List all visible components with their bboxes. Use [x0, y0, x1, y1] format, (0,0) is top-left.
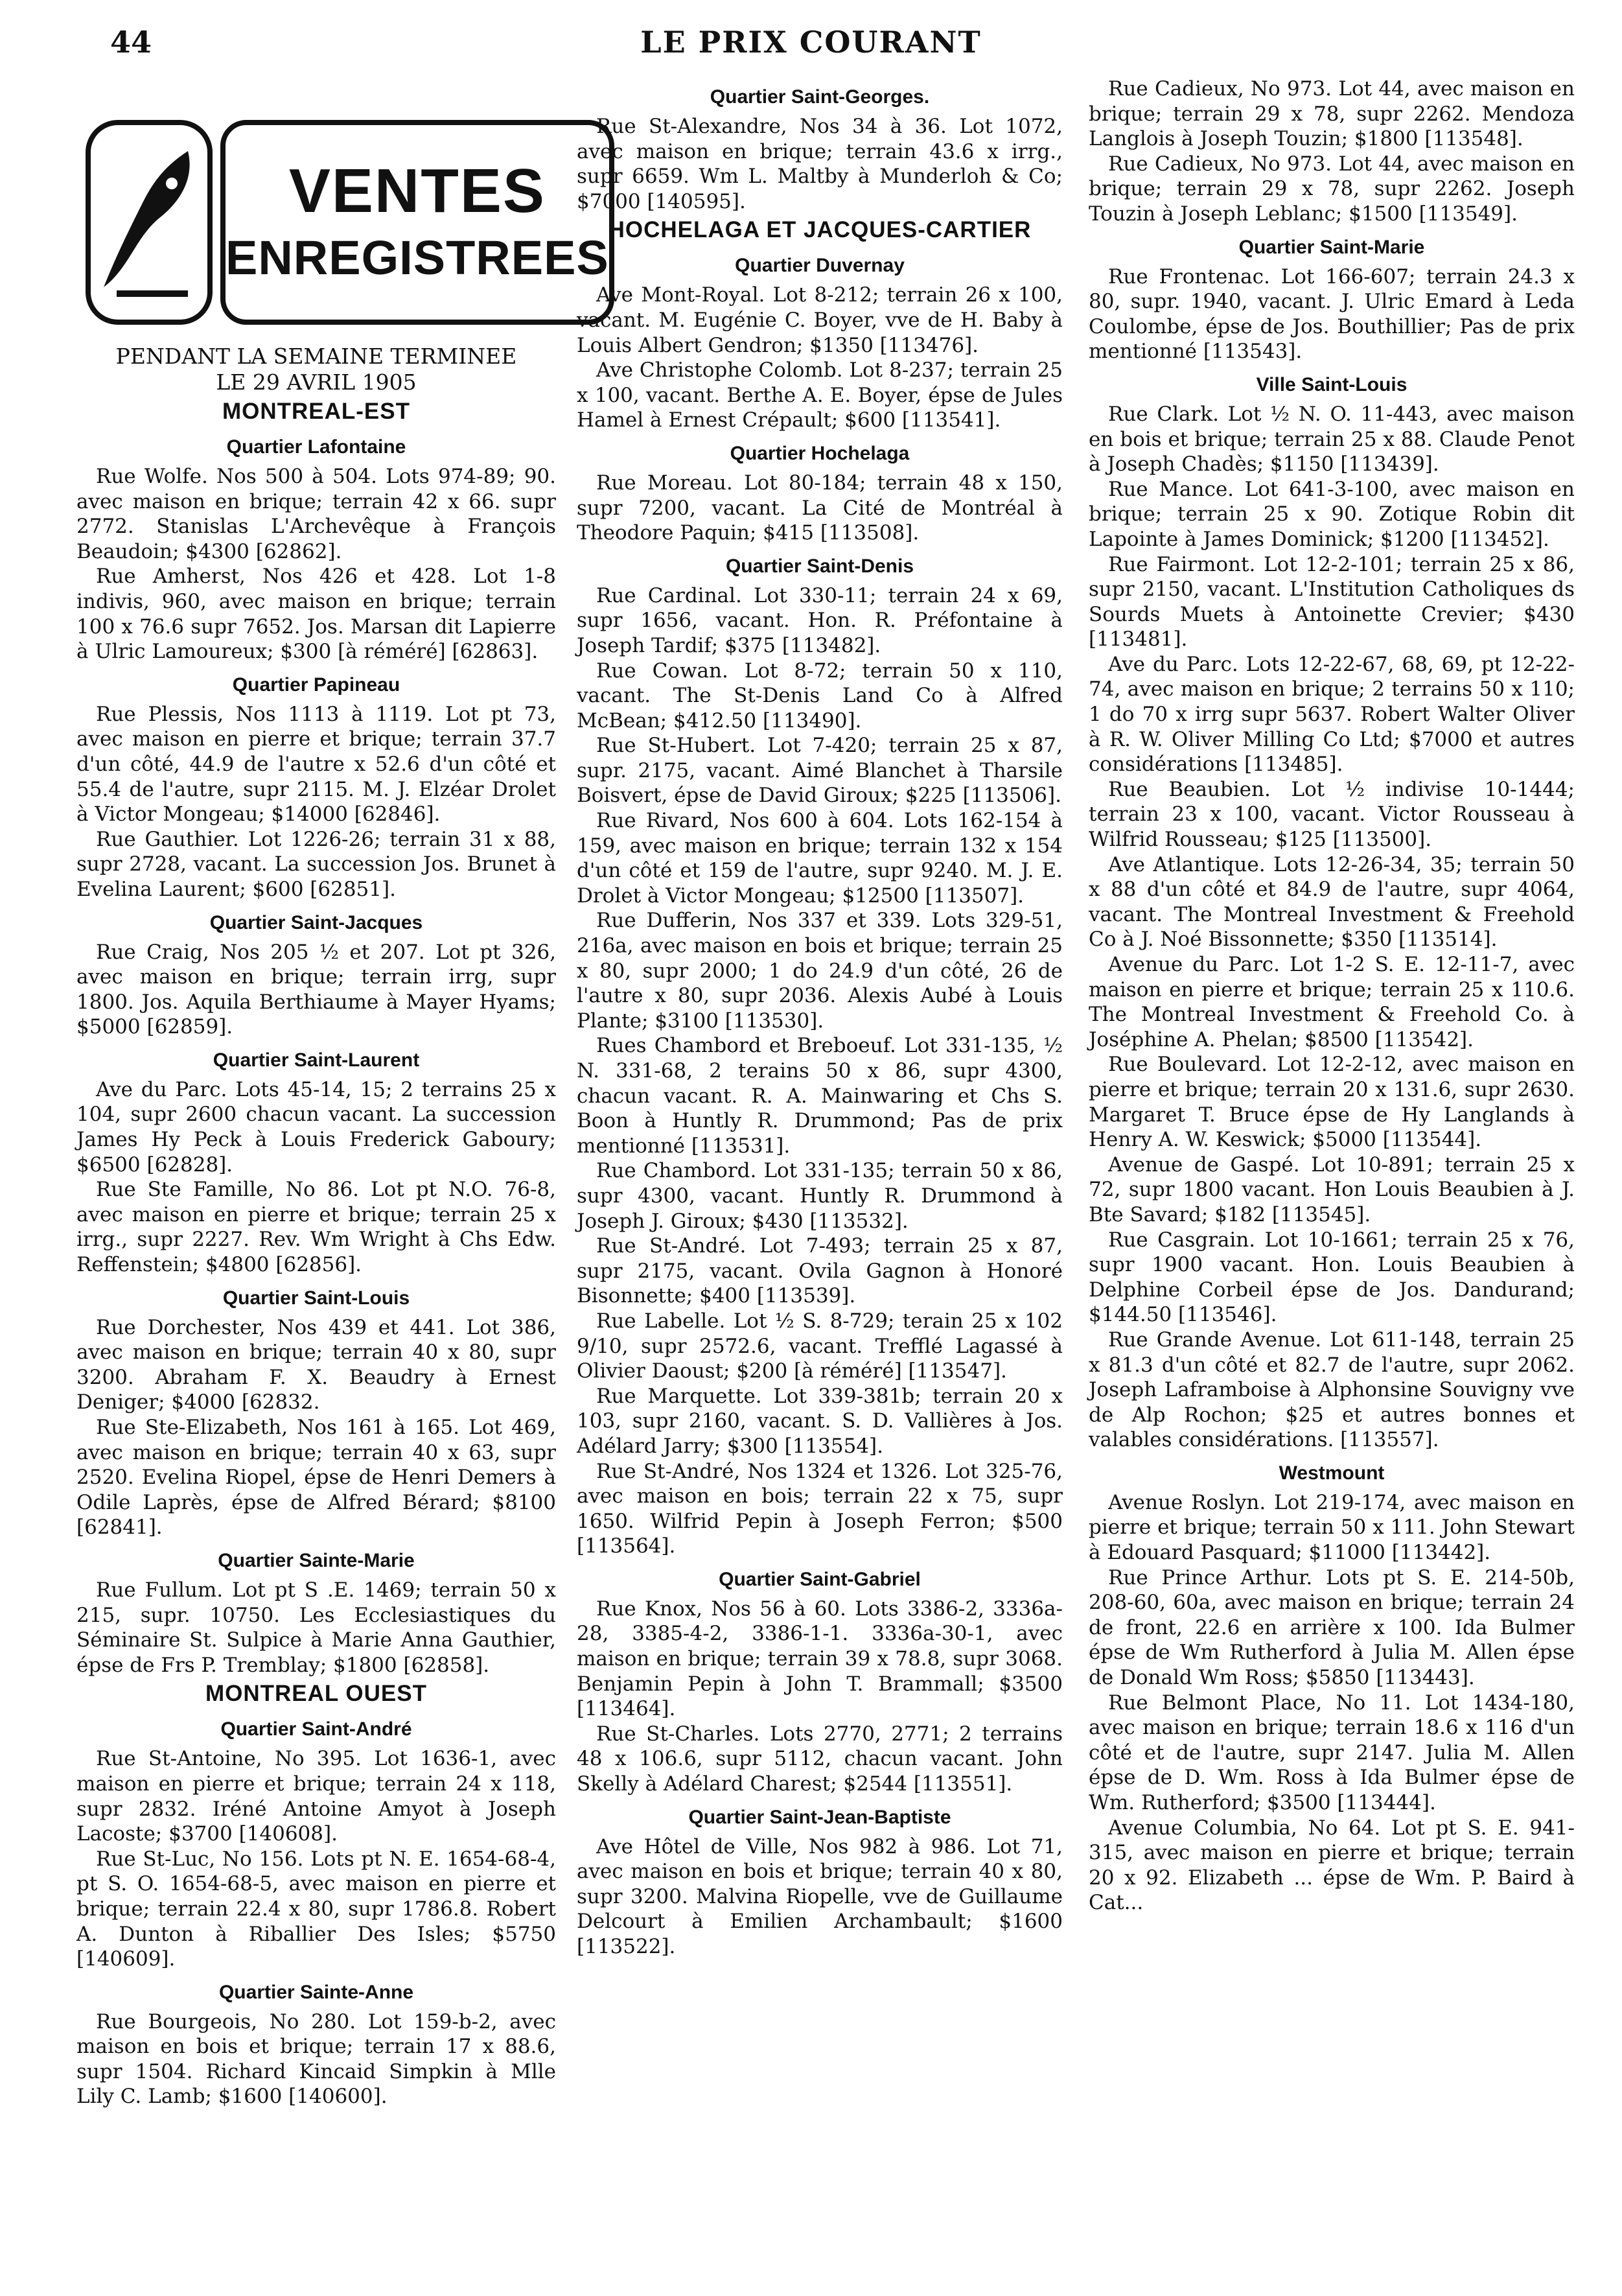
sale-entry: Rue Grande Avenue. Lot 611-148, terrain 25 x 81.3 d'un côté et 82.7 de l'autre, supr 2062. Joseph Laframboise à Alphonsine Souvigny vve de Alp Rochon; $25 et autres bonnes et valables considérations. [113557].	[1089, 1328, 1575, 1452]
region-heading: HOCHELAGA ET JACQUES-CARTIER	[608, 217, 1032, 243]
sale-entry: Rue Dorchester, Nos 439 et 441. Lot 386, avec maison en brique; terrain 40 x 80, supr 3200. Abraham F. X. Beaudry à Ernest Deniger; $4000 [62832.	[76, 1315, 556, 1414]
logo-line-1: VENTES	[288, 156, 546, 226]
quartier-heading: Quartier Saint-Denis	[725, 555, 914, 577]
sale-entry: Rue Mance. Lot 641-3-100, avec maison en brique; terrain 25 x 90. Zotique Robin dit Lapointe à James Dominick; $1200 [113452].	[1089, 477, 1575, 551]
sale-entry: Rue Labelle. Lot ½ S. 8-729; terain 25 x 102 9/10, supr 2572.6, vacant. Trefflé Lagassé à Olivier Daoust; $200 [à réméré] [113547].	[577, 1309, 1063, 1383]
sale-entry: Rue Craig, Nos 205 ½ et 207. Lot pt 326, avec maison en brique; terrain irrg, supr 1800. Jos. Aquila Berthiaume à Mayer Hyams; $5000 [62859].	[76, 940, 556, 1039]
sale-entry: Rue Dufferin, Nos 337 et 339. Lots 329-51, 216a, avec maison en bois et brique; terrain 25 x 80, supr 2000; 1 do 24.9 d'un côté, 26 de l'autre x 80, supr 2036. Alexis Aubé à Louis Plante; $3100 [113530].	[577, 909, 1063, 1033]
sale-entry: Rue Fullum. Lot pt S .E. 1469; terrain 50 x 215, supr. 10750. Les Ecclesiastiques du Séminaire St. Sulpice à Marie Anna Gauthier, épse de Frs P. Tremblay; $1800 [62858].	[76, 1578, 556, 1677]
sale-entry: Rue St-Charles. Lots 2770, 2771; 2 terrains 48 x 106.6, supr 5112, chacun vacant. John Skelly à Adélard Charest; $2544 [113551].	[577, 1722, 1063, 1796]
logo-line-2: ENREGISTREES	[226, 231, 609, 285]
sale-entry: Ave Atlantique. Lots 12-26-34, 35; terrain 50 x 88 d'un côté et 84.9 de l'autre, supr 4064, vacant. The Montreal Investment & Freehold Co à J. Noé Bissonnette; $350 [113514].	[1089, 852, 1575, 952]
sale-entry: Rue Prince Arthur. Lots pt S. E. 214-50b, 208-60, 60a, avec maison en brique; terrain 24 de front, 22.6 en arrière x 100. Ida Bulmer épse de Wm Rutherford à Julia M. Allen épse de Donald Wm Ross; $5850 [113443].	[1089, 1565, 1575, 1690]
column-1	[76, 76, 609, 2270]
quartier-heading: Quartier Sainte-Anne	[218, 1981, 414, 2003]
sale-entry: Ave Christophe Colomb. Lot 8-237; terrain 25 x 100, vacant. Berthe A. E. Boyer, épse de Jules Hamel à Ernest Crépault; $600 [113541].	[577, 358, 1063, 432]
sale-entry: Rue Belmont Place, No 11. Lot 1434-180, avec maison en brique; terrain 18.6 x 116 d'un côté et de l'autre, supr 2147. Julia M. Allen épse de D. Wm. Ross à Ida Bulmer épse de Wm. Rutherford; $3500 [113444].	[1089, 1691, 1575, 1814]
sale-entry: Rue Gauthier. Lot 1226-26; terrain 31 x 88, supr 2728, vacant. La succession Jos. Brunet à Evelina Laurent; $600 [62851].	[76, 827, 556, 901]
column-2	[577, 76, 1063, 2270]
quartier-heading: Quartier Hochelaga	[730, 442, 910, 464]
sale-entry: Rue Cardinal. Lot 330-11; terrain 24 x 69, supr 1656, vacant. Hon. R. Préfontaine à Joseph Tardif; $375 [113482].	[577, 583, 1063, 657]
quartier-heading: Quartier Saint-Louis	[222, 1287, 410, 1309]
sale-entry: Rue Fairmont. Lot 12-2-101; terrain 25 x 86, supr 2150, vacant. L'Institution Catholiques ds Sourds Muets à Antoinette Crevier; $430 [113481].	[1089, 552, 1575, 651]
sale-entry: Rue Plessis, Nos 1113 à 1119. Lot pt 73, avec maison en pierre et brique; terrain 37.7 d'un côté, 44.9 de l'autre x 52.6 d'un côté et 55.4 de l'autre, supr 2115. M. J. Elzéar Drolet à Victor Mongeau; $14000 [62846].	[76, 702, 556, 826]
sale-entry: Rue Cowan. Lot 8-72; terrain 50 x 110, vacant. The St-Denis Land Co à Alfred McBean; $412.50 [113490].	[577, 659, 1063, 732]
sale-entry: Rue St-André. Lot 7-493; terrain 25 x 87, supr 2175, vacant. Ovila Gagnon à Honoré Bisonnette; $400 [113539].	[577, 1234, 1063, 1308]
quartier-heading: Quartier Saint-Georges.	[710, 86, 930, 108]
page-number: 44	[110, 25, 152, 60]
sale-entry: Rue St-Alexandre, Nos 34 à 36. Lot 1072, avec maison en brique; terrain 43.6 x irrg., supr 6659. Wm L. Maltby à Munderloh & Co; $7000 [140595].	[577, 115, 1063, 213]
quartier-heading: Quartier Sainte-Marie	[218, 1549, 415, 1571]
sale-entry: Rue St-Luc, No 156. Lots pt N. E. 1654-68-4, pt S. O. 1654-68-5, avec maison en pierre et brique; terrain 22.4 x 80, supr 1786.8. Robert A. Dunton à Riballier Des Isles; $5750 [140609].	[76, 1847, 556, 1971]
sale-entry: Rue Boulevard. Lot 12-2-12, avec maison en pierre et brique; terrain 20 x 131.6, supr 2630. Margaret T. Bruce épse de Hy Langlands à Henry A. W. Keswick; $5000 [113544].	[1089, 1053, 1575, 1152]
sale-entry: Rue Ste-Elizabeth, Nos 161 à 165. Lot 469, avec maison en brique; terrain 40 x 63, supr 2520. Evelina Riopel, épse de Henri Demers à Odile Laprès, épse de Alfred Bérard; $8100 [62841].	[76, 1416, 556, 1540]
column-3	[1089, 76, 1575, 2270]
sale-entry: Avenue Columbia, No 64. Lot pt S. E. 941-315, avec maison en pierre et brique; terrain 20 x 92. Elizabeth ... épse de Wm. P. Baird à Cat...	[1089, 1816, 1575, 1915]
region-heading: MONTREAL OUEST	[205, 1681, 427, 1707]
logo-text-box	[220, 120, 614, 325]
sale-entry: Ave du Parc. Lots 45-14, 15; 2 terrains 25 x 104, supr 2600 chacun vacant. La succession James Hy Peck à Louis Frederick Gaboury; $6500 [62828].	[76, 1077, 556, 1177]
quartier-heading: Quartier Saint-Gabriel	[719, 1568, 921, 1590]
sale-entry: Rue St-André, Nos 1324 et 1326. Lot 325-76, avec maison en bois; terrain 22 x 75, supr 1650. Wilfrid Pepin à Joseph Ferron; $500 [113564].	[577, 1459, 1063, 1558]
sale-entry: Ave du Parc. Lots 12-22-67, 68, 69, pt 12-22-74, avec maison en brique; 2 terrains 50 x 110; 1 do 70 x irrg supr 5637. Robert Walter Oliver à R. W. Oliver Milling Co Ltd; $7000 et autres considérations [113485].	[1089, 652, 1575, 777]
ventes-enregistrees-logo	[86, 115, 609, 329]
sale-entry: Rues Chambord et Breboeuf. Lot 331-135, ½ N. 331-68, 2 terains 50 x 86, supr 4300, chacun vacant. R. A. Mainwaring et Chs S. Boon à Huntly R. Drummond; Pas de prix mentionné [113531].	[577, 1034, 1063, 1158]
sale-entry: Rue Clark. Lot ½ N. O. 11-443, avec maison en bois et brique; terrain 25 x 88. Claude Penot à Joseph Chadès; $1150 [113439].	[1089, 402, 1575, 476]
quartier-heading: Quartier Saint-Jacques	[209, 911, 423, 933]
quartier-heading: Westmount	[1279, 1462, 1385, 1484]
quartier-heading: Quartier Lafontaine	[226, 436, 406, 458]
quill-bird-icon	[86, 120, 213, 325]
sale-entry: Rue Marquette. Lot 339-381b; terrain 20 x 103, supr 2160, vacant. S. D. Vallières à Jos. Adélard Jarry; $300 [113554].	[577, 1384, 1063, 1458]
sale-entry: Rue Rivard, Nos 600 à 604. Lots 162-154 à 159, avec maison en brique; terrain 132 x 154 d'un côté et 159 de l'autre, supr 9240. M. J. E. Drolet à Victor Mongeau; $12500 [113507].	[577, 809, 1063, 908]
sale-entry: Rue Bourgeois, No 280. Lot 159-b-2, avec maison en bois et brique; terrain 17 x 88.6, supr 1504. Richard Kincaid Simpkin à Mlle Lily C. Lamb; $1600 [140600].	[76, 2009, 556, 2109]
quartier-heading: Quartier Saint-André	[220, 1718, 412, 1740]
sale-entry: Rue Cadieux, No 973. Lot 44, avec maison en brique; terrain 29 x 78, supr 2262. Joseph Touzin à Joseph Leblanc; $1500 [113549].	[1089, 152, 1575, 226]
region-heading: MONTREAL-EST	[222, 399, 411, 424]
sale-entry: Rue St-Hubert. Lot 7-420; terrain 25 x 87, supr. 2175, vacant. Aimé Blanchet à Tharsile Boisvert, épse de David Giroux; $225 [113506].	[577, 734, 1063, 808]
sale-entry: Rue Cadieux, No 973. Lot 44, avec maison en brique; terrain 29 x 78, supr 2262. Mendoza Langlois à Joseph Touzin; $1800 [113548].	[1089, 77, 1575, 151]
sale-entry: Avenue du Parc. Lot 1-2 S. E. 12-11-7, avec maison en pierre et brique; terrain 25 x 110.6. The Montreal Investment & Freehold Co. à Joséphine A. Phelan; $8500 [113542].	[1089, 953, 1575, 1051]
page-header	[0, 18, 1622, 70]
sale-entry: Rue Beaubien. Lot ½ indivise 10-1444; terrain 23 x 100, vacant. Victor Rousseau à Wilfrid Rousseau; $125 [113500].	[1089, 777, 1575, 852]
week-date: LE 29 AVRIL 1905	[216, 369, 417, 395]
sale-entry: Ave Hôtel de Ville, Nos 982 à 986. Lot 71, avec maison en bois et brique; terrain 40 x 80, supr 3200. Malvina Riopelle, vve de Guillaume Delcourt à Emilien Archambault; $1600 [113522].	[577, 1834, 1063, 1958]
sale-entry: Rue Moreau. Lot 80-184; terrain 48 x 150, supr 7200, vacant. La Cité de Montréal à Theodore Paquin; $415 [113508].	[577, 471, 1063, 545]
running-title: LE PRIX COURANT	[640, 25, 982, 60]
sale-entry: Rue Casgrain. Lot 10-1661; terrain 25 x 76, supr 1900 vacant. Hon. Louis Beaubien à Delphine Corbeil épse de Jos. Dandurand; $144.50 [113546].	[1089, 1228, 1575, 1327]
sale-entry: Rue Ste Famille, No 86. Lot pt N.O. 76-8, avec maison en pierre et brique; terrain 25 x irrg., supr 2227. Rev. Wm Wright à Chs Edw. Reffenstein; $4800 [62856].	[76, 1178, 556, 1277]
week-caption: PENDANT LA SEMAINE TERMINEE	[115, 344, 517, 369]
sale-entry: Rue Wolfe. Nos 500 à 504. Lots 974-89; 90. avec maison en brique; terrain 42 x 66. supr 2772. Stanislas L'Archevêque à François Beaudoin; $4300 [62862].	[76, 465, 556, 563]
sale-entry: Ave Mont-Royal. Lot 8-212; terrain 26 x 100, vacant. M. Eugénie C. Boyer, vve de H. Baby à Louis Albert Gendron; $1350 [113476].	[577, 283, 1063, 357]
sale-entry: Rue Knox, Nos 56 à 60. Lots 3386-2, 3336a-28, 3385-4-2, 3386-1-1. 3336a-30-1, avec maison en brique; terrain 39 x 78.8, supr 3068. Benjamin Pepin à John T. Brammall; $3500 [113464].	[577, 1597, 1063, 1721]
sale-entry: Rue Chambord. Lot 331-135; terrain 50 x 86, supr 4300, vacant. Huntly R. Drummond à Joseph J. Giroux; $430 [113532].	[577, 1159, 1063, 1233]
sale-entry: Rue Amherst, Nos 426 et 428. Lot 1-8 indivis, 960, avec maison en brique; terrain 100 x 76.6 supr 7652. Jos. Marsan dit Lapierre à Ulric Lamoureux; $300 [à réméré] [62863].	[76, 565, 556, 664]
sale-entry: Rue St-Antoine, No 395. Lot 1636-1, avec maison en pierre et brique; terrain 24 x 118, supr 2832. Iréné Antoine Amyot à Joseph Lacoste; $3700 [140608].	[76, 1747, 556, 1846]
quartier-heading: Quartier Saint-Jean-Baptiste	[688, 1806, 951, 1828]
sale-entry: Avenue de Gaspé. Lot 10-891; terrain 25 x 72, supr 1800 vacant. Hon Louis Beaubien à J. Bte Savard; $182 [113545].	[1089, 1153, 1575, 1226]
quartier-heading: Quartier Saint-Marie	[1238, 236, 1425, 258]
quartier-heading: Quartier Duvernay	[735, 255, 905, 277]
sale-entry: Rue Frontenac. Lot 166-607; terrain 24.3 x 80, supr. 1940, vacant. J. Ulric Emard à Leda Coulombe, épse de Jos. Bouthillier; Pas de prix mentionné [113543].	[1089, 264, 1575, 364]
sale-entry: Avenue Roslyn. Lot 219-174, avec maison en pierre et brique; terrain 50 x 111. John Stewart à Edouard Pasquard; $11000 [113442].	[1089, 1490, 1575, 1565]
quartier-heading: Ville Saint-Louis	[1256, 373, 1408, 395]
quartier-heading: Quartier Saint-Laurent	[213, 1049, 420, 1071]
quartier-heading: Quartier Papineau	[232, 674, 400, 696]
